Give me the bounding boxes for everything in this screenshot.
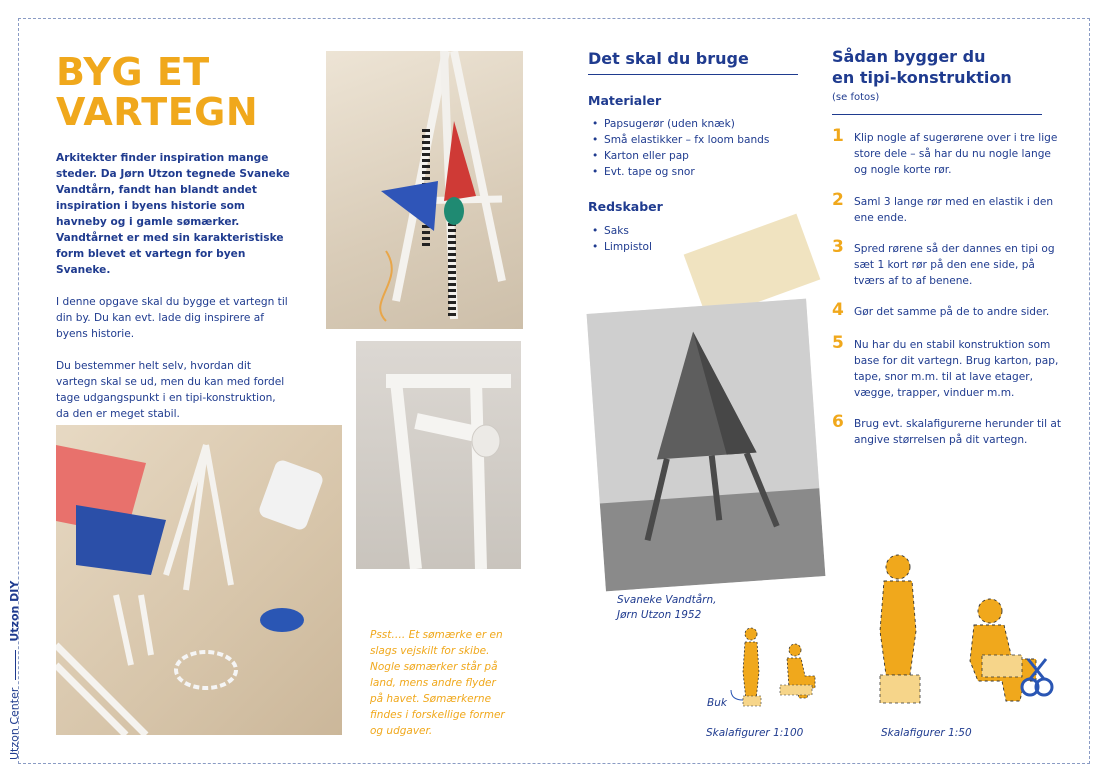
caption-line-2: Jørn Utzon 1952 [617,609,702,621]
list-item: • Saks [590,223,652,239]
materials-illustration [56,425,342,735]
intro-paragraph-2: I denne opgave skal du bygge et vartegn til din by. Du kan evt. lade dig inspirere af byens historie. [56,296,288,340]
photo-joint-closeup [356,341,521,569]
step-5 [832,333,1062,401]
howto-heading [832,46,1042,88]
step-4 [832,300,1062,320]
intro-paragraph-3: Du bestemmer helt selv, hvordan dit vartegn skal se ud, men du kan med fordel tage udgangspunkt i en tipi-konstruktion, da den er meget stabil. [56,360,285,420]
tools-list [590,223,652,255]
step-number: 5 [832,333,844,353]
list-item: • Små elastikker – fx loom bands [590,132,769,148]
caption-line-1: Svaneke Vandtårn, [617,594,717,606]
step-text: Nu har du en stabil konstruktion som base for dit vartegn. Brug karton, pap, tape, snor m.m. til at lave etager, vægge, trapper, vinduer m.m. [854,339,1059,399]
list-item: • Limpistol [590,239,652,255]
tipi-flags-illustration [326,51,523,329]
side-label [8,520,21,760]
title-line-2: VARTEGN [56,90,259,134]
step-1 [832,126,1062,178]
scale-label-large: Skalafigurer 1:50 [881,727,972,739]
page-title [56,52,258,132]
hint-text: Psst…. Et sømærke er en slags vejskilt for skibe. Nogle sømærker står på land, mens andre flyder på havet. Sømærkerne findes i forskellige former og udgaver. [370,629,505,737]
photo-svaneke-tower [587,299,826,592]
joint-closeup-illustration [356,341,521,569]
step-number: 4 [832,300,844,320]
step-text: Brug evt. skalafigurerne herunder til at angive størrelsen på dit vartegn. [854,418,1062,446]
scale-figures-large [870,545,1055,710]
tools-subheading: Redskaber [588,199,663,214]
howto-heading-line-2: en tipi-konstruktion [832,68,1012,87]
side-org: Utzon Center [8,687,21,760]
step-text: Gør det samme på de to andre sider. [854,306,1050,318]
photo-materials [56,425,342,735]
materials-subheading: Materialer [588,93,662,108]
materials-heading: Det skal du bruge [588,49,798,75]
step-text: Saml 3 lange rør med en elastik i den ene ende. [854,196,1054,224]
tower-illustration [587,299,826,592]
scale-label-small: Skalafigurer 1:100 [706,727,804,739]
intro-text [56,150,292,438]
list-item: • Evt. tape og snor [590,164,769,180]
side-brand: Utzon DIY [8,580,21,642]
title-line-1: BYG ET [56,50,210,94]
side-divider [15,650,16,680]
step-text: Spred rørene så der dannes en tipi og sæt 1 kort rør på den ene side, på tværs af to af benene. [854,243,1055,287]
step-number: 1 [832,126,844,146]
buk-label: Buk [707,697,727,709]
list-item: • Karton eller pap [590,148,769,164]
step-3 [832,237,1062,289]
step-number: 3 [832,237,844,257]
step-number: 6 [832,412,844,432]
howto-divider [832,114,1042,115]
howto-heading-line-1: Sådan bygger du [832,47,986,66]
scale-figures-small [725,620,825,710]
materials-list [590,116,769,180]
step-6 [832,412,1062,448]
step-2 [832,190,1062,226]
howto-subtitle: (se fotos) [832,92,880,103]
step-number: 2 [832,190,844,210]
step-text: Klip nogle af sugerørene over i tre lige store dele – så har du nu nogle lange og nogle korte rør. [854,132,1058,176]
photo-tipi-with-flags [326,51,523,329]
intro-lead: Arkitekter finder inspiration mange steder. Da Jørn Utzon tegnede Svaneke Vandtårn, fandt han blandt andet inspiration i byens historie som havneby og i gamle sømærker. Vandtårnet er med sin karakteristiske form blevet et vartegn for byen Svaneke. [56,152,290,276]
list-item: • Papsugerør (uden knæk) [590,116,769,132]
photo-caption [617,593,716,623]
